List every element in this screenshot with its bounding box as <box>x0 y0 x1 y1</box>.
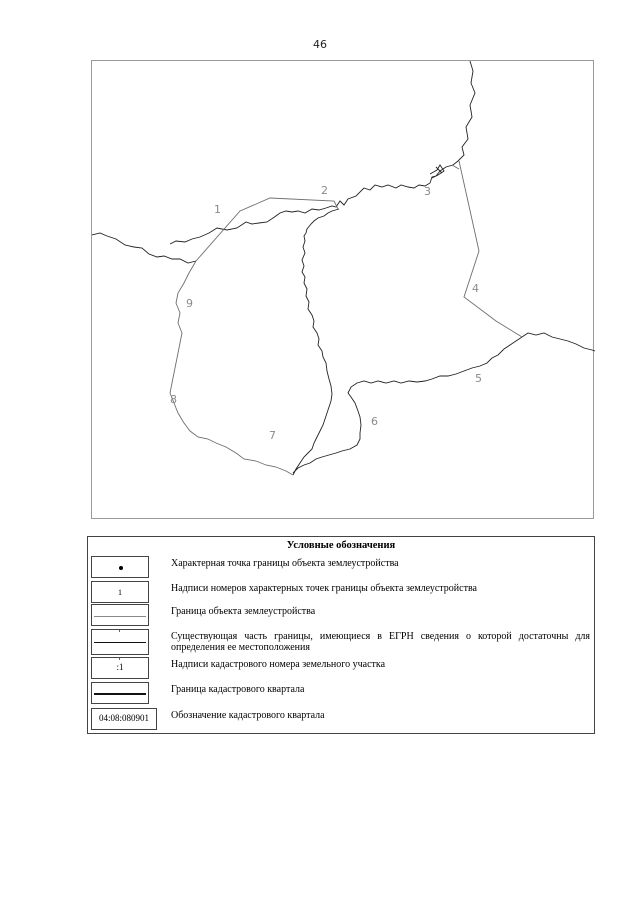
legend-item-text: Существующая часть границы, имеющиеся в ЕГРН сведения о которой достаточны для определения ее местоположения <box>171 631 590 653</box>
point-3-marks <box>430 165 444 178</box>
point-label-5: 5 <box>475 372 482 385</box>
point-label-9: 9 <box>186 297 193 310</box>
legend-symbol-text: 04:08:080901 <box>98 713 149 723</box>
legend-item-point-number-labels <box>91 581 590 603</box>
point-label-3: 3 <box>424 185 431 198</box>
tick-icon <box>119 630 120 632</box>
point-label-1: 1 <box>214 203 221 216</box>
legend-item-existing-boundary <box>91 629 590 655</box>
tick-icon <box>119 658 120 660</box>
legend-item-text: Надписи номеров характерных точек границы объекта землеустройства <box>171 583 477 594</box>
legend-symbol-text: 1 <box>118 588 122 597</box>
river-boundary-east <box>522 333 595 351</box>
legend-title: Условные обозначения <box>286 540 396 551</box>
cadastral-map <box>91 60 594 519</box>
legend <box>87 536 595 734</box>
river-boundary-west <box>92 233 196 263</box>
legend-symbol-object-boundary <box>91 604 149 626</box>
legend-item-quarter-boundary <box>91 682 590 704</box>
legend-symbol-quarter-designation <box>91 708 157 730</box>
legend-item-cadastral-number-labels <box>91 657 590 679</box>
point-symbol-icon <box>119 566 123 570</box>
legend-item-text: Граница объекта землеустройства <box>171 606 316 617</box>
dark-line-icon <box>94 642 146 643</box>
grey-line-icon <box>94 616 146 617</box>
legend-item-object-boundary <box>91 604 590 626</box>
object-boundary <box>170 161 522 475</box>
point-label-4: 4 <box>472 282 479 295</box>
legend-symbol-cadastral-number <box>91 657 149 679</box>
legend-symbol-point-number <box>91 581 149 603</box>
legend-item-text: Граница кадастрового квартала <box>171 684 305 695</box>
legend-item-text: Характерная точка границы объекта землеустройства <box>171 558 399 569</box>
thick-line-icon <box>94 693 146 695</box>
legend-symbol-text: :1 <box>116 662 124 672</box>
parcel-boundary-east <box>293 209 339 475</box>
legend-symbol-existing-boundary <box>91 629 149 655</box>
legend-item-text: Надписи кадастрового номера земельного участка <box>171 659 386 670</box>
point-label-6: 6 <box>371 415 378 428</box>
page-number: 46 <box>313 38 327 51</box>
legend-item-quarter-designation <box>91 708 590 730</box>
point-label-7: 7 <box>269 429 276 442</box>
point-label-2: 2 <box>321 184 328 197</box>
legend-item-characteristic-point <box>91 556 590 578</box>
legend-symbol-quarter-boundary <box>91 682 149 704</box>
point-label-8: 8 <box>170 393 177 406</box>
legend-item-text: Обозначение кадастрового квартала <box>171 710 325 721</box>
river-boundary-south-east <box>293 337 522 473</box>
map-drawing <box>92 61 595 520</box>
legend-symbol-point <box>91 556 149 578</box>
